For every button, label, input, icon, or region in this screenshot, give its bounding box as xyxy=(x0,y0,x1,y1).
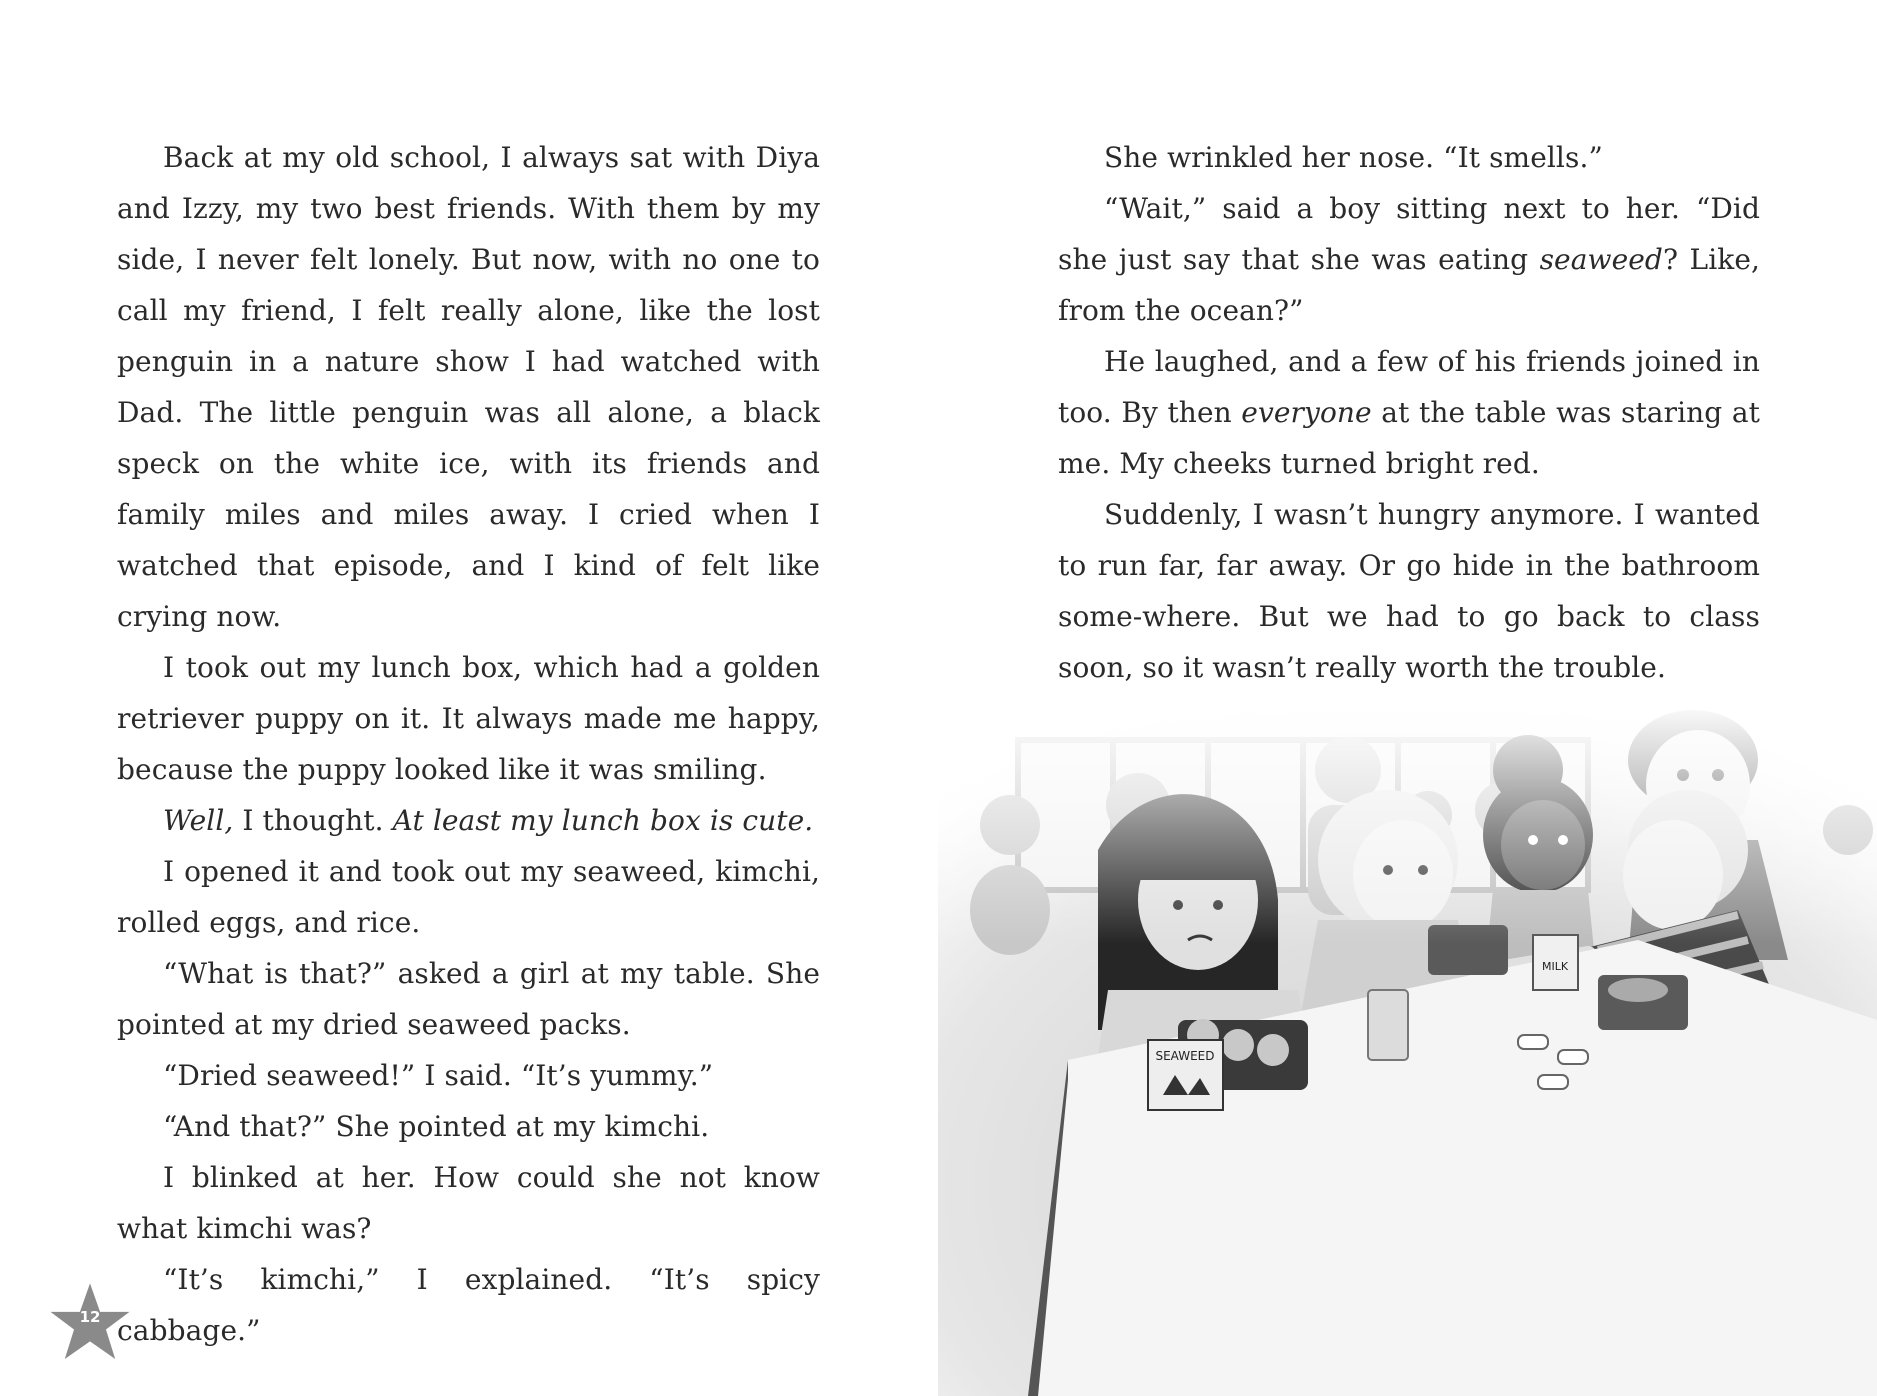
page-number: 12 xyxy=(79,1308,101,1326)
paragraph-text: He laughed, and a few of his friends joined in too. By then xyxy=(1058,345,1760,429)
paragraph: She wrinkled her nose. “It smells.” xyxy=(1104,141,1603,174)
paragraph-text: at the table was staring at me. My cheeks turned bright red. xyxy=(1058,396,1760,480)
paragraph xyxy=(1058,336,1760,489)
paragraph: I opened it and took out my seaweed, kimchi, rolled eggs, and rice. xyxy=(117,855,820,939)
left-page-text xyxy=(117,132,820,1356)
italic-text: seaweed xyxy=(1539,243,1663,276)
paragraph xyxy=(1058,183,1760,336)
paragraph: Back at my old school, I always sat with Diya and Izzy, my two best friends. With them by my side, I never felt lonely. But now, with no one to call my friend, I felt really alone, like the lost penguin in a nature show I had watched with Dad. The little penguin was all alone, a black speck on the white ice, with its friends and family miles and miles away. I cried when I watched that episode, and I kind of felt like crying now. xyxy=(117,141,820,633)
italic-text: everyone xyxy=(1241,396,1372,429)
right-page xyxy=(938,0,1877,1396)
cafeteria-illustration xyxy=(938,700,1877,1396)
cafeteria-scene xyxy=(938,700,1877,1396)
paragraph xyxy=(117,795,820,846)
paragraph: “Dried seaweed!” I said. “It’s yummy.” xyxy=(163,1059,714,1092)
right-page-text xyxy=(1058,132,1760,693)
italic-text: At least my lunch box is cute. xyxy=(392,804,814,837)
paragraph: I blinked at her. How could she not know what kimchi was? xyxy=(117,1161,820,1245)
paragraph-text: “Wait,” said a boy sitting next to her. “Did she just say that she was eating xyxy=(1058,192,1760,276)
paragraph: “What is that?” asked a girl at my table. She pointed at my dried seaweed packs. xyxy=(117,957,820,1041)
italic-text: Well, xyxy=(163,804,234,837)
left-page xyxy=(0,0,938,1396)
paragraph: Suddenly, I wasn’t hungry anymore. I wanted to run far, far away. Or go hide in the bathroom some-where. But we had to go back to class soon, so it wasn’t really worth the trouble. xyxy=(1058,498,1760,684)
paragraph: “And that?” She pointed at my kimchi. xyxy=(163,1110,710,1143)
paragraph: I took out my lunch box, which had a golden retriever puppy on it. It always made me happy, because the puppy looked like it was smiling. xyxy=(117,651,820,786)
paragraph-text: ? Like, from the ocean?” xyxy=(1058,243,1760,327)
paragraph: “It’s kimchi,” I explained. “It’s spicy cabbage.” xyxy=(117,1263,820,1347)
paragraph-text: I thought. xyxy=(233,804,393,837)
